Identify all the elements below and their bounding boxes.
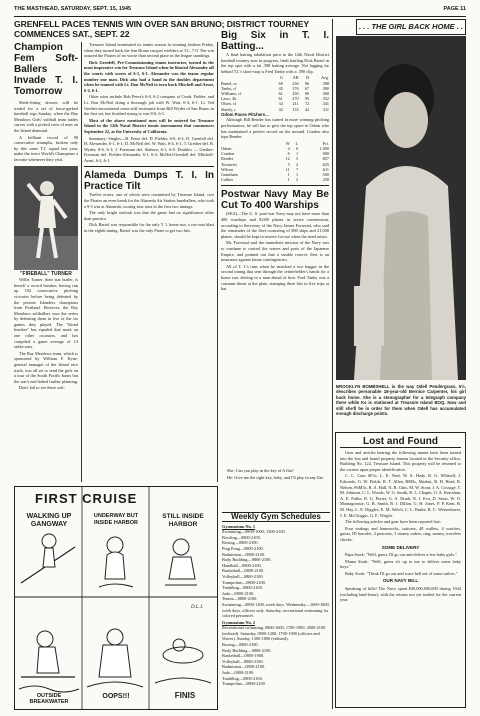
schedule-line: Judo—0800-2100. (222, 670, 255, 676)
cartoon-panel-caption: OUTSIDE BREAKWATER (29, 693, 69, 705)
table-header-row: W L Pct. (285, 140, 329, 146)
lost-and-found-box (335, 432, 466, 708)
first-cruise-cartoon (14, 486, 218, 710)
navy-bill-heading: OUR NAVY BILL (382, 578, 419, 584)
schedule-line: Swimming—0800-1200, week days. Wednesday—1600-1800, week days, officers only. Saturday, recreational swimming for colored personnel. (222, 601, 330, 619)
column-divider (81, 42, 82, 482)
schedule-line: Tumbling—0800-2100. (222, 675, 263, 681)
cartoon-panel-caption: STILL INSIDE HARBOR (162, 513, 204, 528)
article-paragraph: A final batting tabulation prior to the 12th Naval District baseball tourney now in progress, finds battling Dick Bartol in the top spot with a fat .398 batting average. Not lagging far behind T.I.'s short-stop is Fred Tanby with a .390 clip. (221, 52, 329, 74)
article-paragraph: Dick Bartol was responsible for the only T. I. home run, a two-run blast in the eighth inning. Bartol was the only Pirate to get two hits. (84, 222, 214, 234)
table-row: Tornavirs 5 2 .625 (221, 161, 329, 167)
article-paragraph: Papa Stork: "Well, guess I'll go out and deliver a few baby girls." (345, 552, 457, 558)
article-paragraph: Treasure Island terminated its tennis season in winning fashion Friday, when they turned back the San Bruno racquet wielders at T.I., 7-0. The win assured the Pirates of no worse than second place in the league standings. (84, 42, 214, 59)
table-row: Condon 6 1 .900 (221, 151, 329, 157)
column-softball (14, 42, 78, 482)
article-paragraph: Twelve errors, one of which were committed by Treasure Island, cost the Pirates an even break for the Alameda Air Station baseballers, who took a 9-3 win at Alameda, scoring four runs in the first two innings. (84, 192, 214, 209)
batting-headline: Big Six in T. I. Batting... (221, 30, 329, 52)
column-divider (332, 19, 333, 709)
cartoon-panel-caption: UNDERWAY BUT INSIDE HARBOR (93, 513, 139, 526)
table-row: Grantham 1 1 .500 (221, 171, 329, 177)
gym-schedule (222, 512, 330, 708)
pitching-subhead: Odom Paces Pitchers... (221, 111, 269, 117)
girl-caption: BROOKLYN BOMBSHELL is the way Odell Pendergrass, 5½, describes personable 18-year-old Bernice Carpenter, his girl back home. She is a stenographer for a telegraph company there while Ks is stationed at Treasure Island BOQ. Now and still she'll be in order for them when Odell has accumulated enough discharge points. (336, 384, 466, 417)
pitcher-photo (14, 166, 78, 270)
article-paragraph: Four seabags and hammocks, suitcase, 48 wallets, 4 watches, guitar, ID bracelet, 2 peacoats, 3 money orders, ring, money, travelers checks. (340, 525, 461, 542)
softball-headline: Champion Fem Soft-Ballers Invade T. I. Tomorrow (14, 42, 78, 97)
table-row: Williams, cf 61 250 90 .360 (221, 90, 329, 96)
schedule-line: Body Building—0800-2100. (222, 557, 272, 563)
article-paragraph: Willie Turner, their star hurler, is herself a record breaker, having run up 102 consecutive pitching victories before being defeated by the present Islanders champions from Portland. However, the Bay Meadows softballers won the series by defeating them in five of the six games they played. The "blond bomber" has equaled that mark on one other occasion, and has compiled a game average of 14 strike-outs. (14, 277, 78, 350)
article-paragraph: Mama Stork: "Well, guess it's up to me to deliver some baby boys." (340, 558, 461, 570)
schedule-line: Gymnasium No. 2 (222, 619, 256, 625)
cartoon-panel-caption: FINIS (174, 691, 196, 700)
girl-portrait-image (336, 36, 466, 380)
article-paragraph: Baby Stork: "Think I'll go out and scare hell out of some sailors." (345, 570, 458, 576)
schedule-lines (222, 524, 330, 687)
table-row: Bender 12 5 .857 (221, 156, 329, 162)
schedule-line: Trampoline—0800-2100. (222, 681, 266, 687)
lost-found-headline: Lost and Found (340, 436, 461, 448)
table-row: Laws, 2b 61 270 95 .352 (221, 96, 329, 102)
header-rule (14, 16, 466, 17)
page-number: PAGE 11 (443, 6, 466, 12)
schedule-line: Basketball—0800-2100. (222, 568, 265, 574)
main-headline: GRENFELL PACES TENNIS WIN OVER SAN BRUNO; DISTRICT TOURNEY COMMENCES SAT., SEPT. 22 (14, 19, 309, 39)
pitcher-figure-image (14, 166, 78, 270)
schedule-line: Boxing—0800-2100. (222, 540, 259, 546)
article-paragraph: Speaking of bills! The Navy spent $30,000,000,000 during 1944 (including land-lease), with the returns not yet totaled for the current year. (340, 586, 461, 603)
schedule-line: Badminton—0800-2100. (222, 551, 266, 557)
schedule-line: Recreational swimming, 0800-1600, 1700-1900, 2000-2100 (enlisted). Saturday, 0800-1200, 1700-1900 (officers and Waves). Sunday, 1300-1800 (enlisted). (222, 625, 326, 642)
article-paragraph: Summary: Singles—B. Perez def. D. Fielder, 6-0, 6-2; D. Grenfell def. H. Alexander, 6-1, 6-1; D. McNeil def. W. Watt, 6-4, 6-1; T. Grether def. B. Wyder, 8-6, 6-1; J. Foreman def. Stabern, 6-1, 6-0. Doubles — Grether-Foreman def. Fielder-Alexander, 6-1, 6-2; McNeil-Grenfell def. Mitchell-Arnst, 6-2, 6-1. (84, 135, 214, 163)
cartoon-title: FIRST CRUISE (35, 491, 138, 506)
table-row: Wilson 11 7 .611 (221, 166, 329, 172)
gym-schedule-title: Weekly Gym Schedules (222, 512, 330, 522)
table-row: Tanby, cf 45 176 67 .390 (221, 85, 329, 91)
article-paragraph: Sleek-fitting dresses will be traded for a set of loose-garbed baseball togs Sunday, when the Bay Meadows Girls' softball team trades curves with a picked crew of men on the Island diamond. (14, 100, 78, 133)
schedule-line: Gymnasium No. 1 (222, 523, 256, 529)
column-divider (217, 42, 218, 482)
cartoon-signature: D.L.J. (191, 605, 204, 610)
table-row: Odom 4 0 1.000 (221, 145, 329, 151)
article-paragraph: Dick Grenfell, Pre-Commissioning tennis instructor, turned in the most impressive win for Treasure Island when he blasted Alexander off the courts with scores of 6-1, 6-1. Alexander was the teams regular number one man. Dick also had a hand in the doubles department when he teamed with Lt. Don McNeil to turn back Mitchell and Arnst, 6-2, 6-1. (84, 59, 214, 93)
article-paragraph: All of T. I.'s runs when he smacked a two bagger in the second inning that sent through the centerfielder's hands for a home run, driving in a man ahead of him. Fred Tanby was a constant threat at the plate, stamping three hits in five trips at bat. (221, 263, 329, 292)
schedule-line: Trampoline—0800-2100. (222, 579, 266, 585)
pitcher-caption: "FIREBALL" TURNER (20, 270, 72, 277)
article-paragraph: The Bay Meadows team, which is sponsored by William F. Kyne, general manager of the Island race track, was all set to send the girls on a tour of the South Pacific bases but the war's end halted further planning. (14, 350, 78, 384)
cartoon-panel-caption: WALKING UP GANGWAY (26, 513, 72, 528)
article-paragraph: Mr. Forrestal said the immediate mission of the Navy was to continue to control the waters and ports of the Japanese Empire, and pointed out that a sizable reserve fleet is an insurance against future contingencies. (221, 240, 329, 263)
quip-line: She: Can you play in the key of A flat? (227, 468, 294, 473)
article-paragraph: Other wins include Bob Perez's 6-0, 6-2 conquest of Cmdr. Fielder, and Lt. Don McNeil doing a thorough job with W. Watt, 6-4, 6-1. Lt. Ted Grether encountered some stiff resistance from Bill Wyder of San Bruno in the first set, but finished strong to win 8-6, 6-1. (84, 94, 214, 117)
pitching-table (221, 141, 329, 183)
schedule-line: Badminton—0800-2100. (222, 664, 266, 670)
schedule-line: Volleyball—0800-2100. (222, 573, 264, 579)
table-row: Olsen, cf 34 211 72 .341 (221, 101, 329, 107)
girl-back-home-banner: . . . THE GIRL BACK HOME . . (356, 19, 466, 35)
postwar-navy-headline: Postwar Navy May Be Cut To 400 Warships (221, 189, 329, 212)
article-paragraph: A brilliant record of 98 consecutive triumphs, broken only by this same T.I. squad last year, make the twice World's Champions a favorite whenever they visit. (14, 134, 78, 162)
page-header (14, 6, 466, 15)
quip-block (222, 468, 330, 508)
schedule-line: Swimming—0800-1000; 1300-2100. (222, 529, 286, 535)
article-paragraph: The following articles and gear have been reported lost: (345, 519, 441, 525)
article-paragraph: C. C. Case SF3c; L. E. Neal, W. A. Hady, R. G. Whitsell, J. Edwards, G. W. Fields, R. T. Allen, RM3c, Marlatt, R. H. Hurd, R. Nelsen, PhM3c, R. A. Hall, N. B. Gitts, M. W. Stout, J. A. Cossage, T. M. Johnson, C. L. Woods, W. G. Smith, R. L. Chapin, O. A. Kerrahan, A. E. Fuller, R. G. Porter, G. A. Dradt, N. J. Eva, D. Sears, W. O. Montagomsie, G. R. Smith, R. J. Dillon, G. H. Jones, P. P. Kent, R. M. Hay, L. E. Diggles, E. M. Welch, C. L. Burke, R. C. Westenhaver, J. E. McCloggis, G. E. Wright. (340, 473, 461, 518)
table-row: Collins 1 2 .250 (221, 177, 329, 183)
article-paragraph: Don't fail to see these soft- (19, 385, 65, 391)
schedule-line: Tumbling—0800-2100. (222, 585, 263, 591)
alameda-headline: Alameda Dumps T. I. In Practice Tilt (84, 170, 214, 193)
article-paragraph: Most of the above mentioned men will be entered for Treasure Island in the 12th Naval District tennis tournament that commences September 22, at the University of California. (84, 117, 214, 134)
schedule-line: Volleyball—0800-2100. (222, 658, 264, 664)
schedule-line: Ping Pong—0800-2100. (222, 545, 264, 551)
article-paragraph: The only bright outlook was that the game had no significance other than practice. (84, 210, 214, 221)
table-header-row: G AB H Avg. (279, 75, 329, 81)
schedule-line: Judo—0800-2100. (222, 590, 255, 596)
batting-table (221, 75, 329, 111)
quip-line: He: Give me the right key, baby, and I'll play in any flat. (227, 474, 324, 480)
article-paragraph: (SEA)—The U. S. post-war Navy may not have more than 400 warships and 8,000 planes in active commission, according to Secretary of the Navy James Forrestal, who said the remainder of the fleet consisting of 800 ships and 21,000 planes, should be kept in reserve for use when the need arises. (221, 211, 329, 239)
some-delivery-heading: SOME DELIVERY (381, 544, 420, 550)
schedule-line: Basketball—0800-1900. (222, 653, 265, 659)
schedule-line: Boxing—0800-2100. (222, 642, 259, 648)
article-paragraph: Gear and articles bearing the following names have been turned into the lost and found property bureau located in the Security office, Building No. 122, Treasure Island. This property will be returned to the owners upon proper identification. (340, 450, 461, 472)
girl-photo (336, 36, 466, 380)
table-row: Sheely, c 42 133 42 .311 (221, 106, 329, 112)
article-paragraph: Although Bill Bender has turned in more winning pitching performances, he still has to give the top space to Odom who has maintained a perfect record on the mound. Condon also tops Bender. (221, 117, 329, 140)
schedule-line: Bowling—0800-2100. (222, 534, 261, 540)
schedule-line: Handball—0800-2100. (222, 562, 262, 568)
table-row: Bartol, ss 60 236 86 .398 (221, 80, 329, 86)
column-tennis (84, 42, 214, 482)
schedule-line: Body Building—0800-2100. (222, 647, 272, 653)
column-batting (221, 30, 329, 508)
schedule-line: Tennis—0800-2100. (222, 596, 258, 602)
masthead-date: THE MASTHEAD, SATURDAY, SEPT. 15, 1945 (14, 6, 132, 12)
cartoon-panel-caption: OOPS!!! (102, 693, 130, 700)
